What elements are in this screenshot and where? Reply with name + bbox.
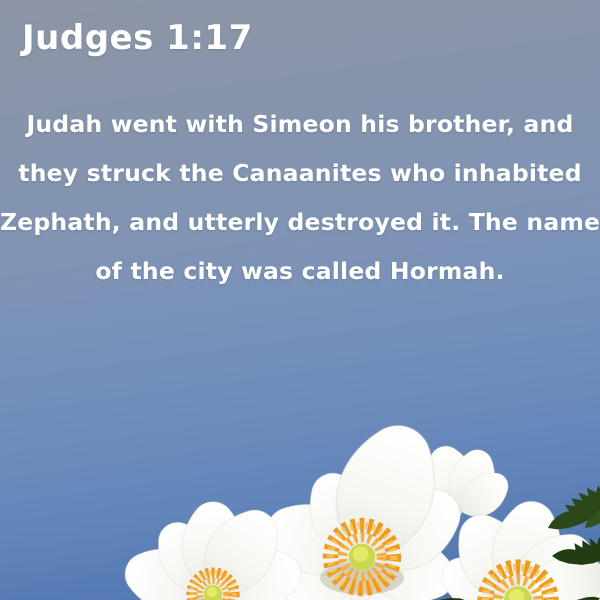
verse-text-block (0, 100, 600, 296)
verse-reference: Judges 1:17 (22, 18, 253, 58)
verse-line-1: Judah went with Simeon his brother, and (26, 110, 574, 138)
verse-line-4: of the city was called Hormah. (95, 257, 505, 285)
verse-line-3: Zephath, and utterly destroyed it. The name (0, 208, 600, 236)
verse-line-2: they struck the Canaanites who inhabited (18, 159, 582, 187)
flowers-illustration (0, 360, 600, 600)
